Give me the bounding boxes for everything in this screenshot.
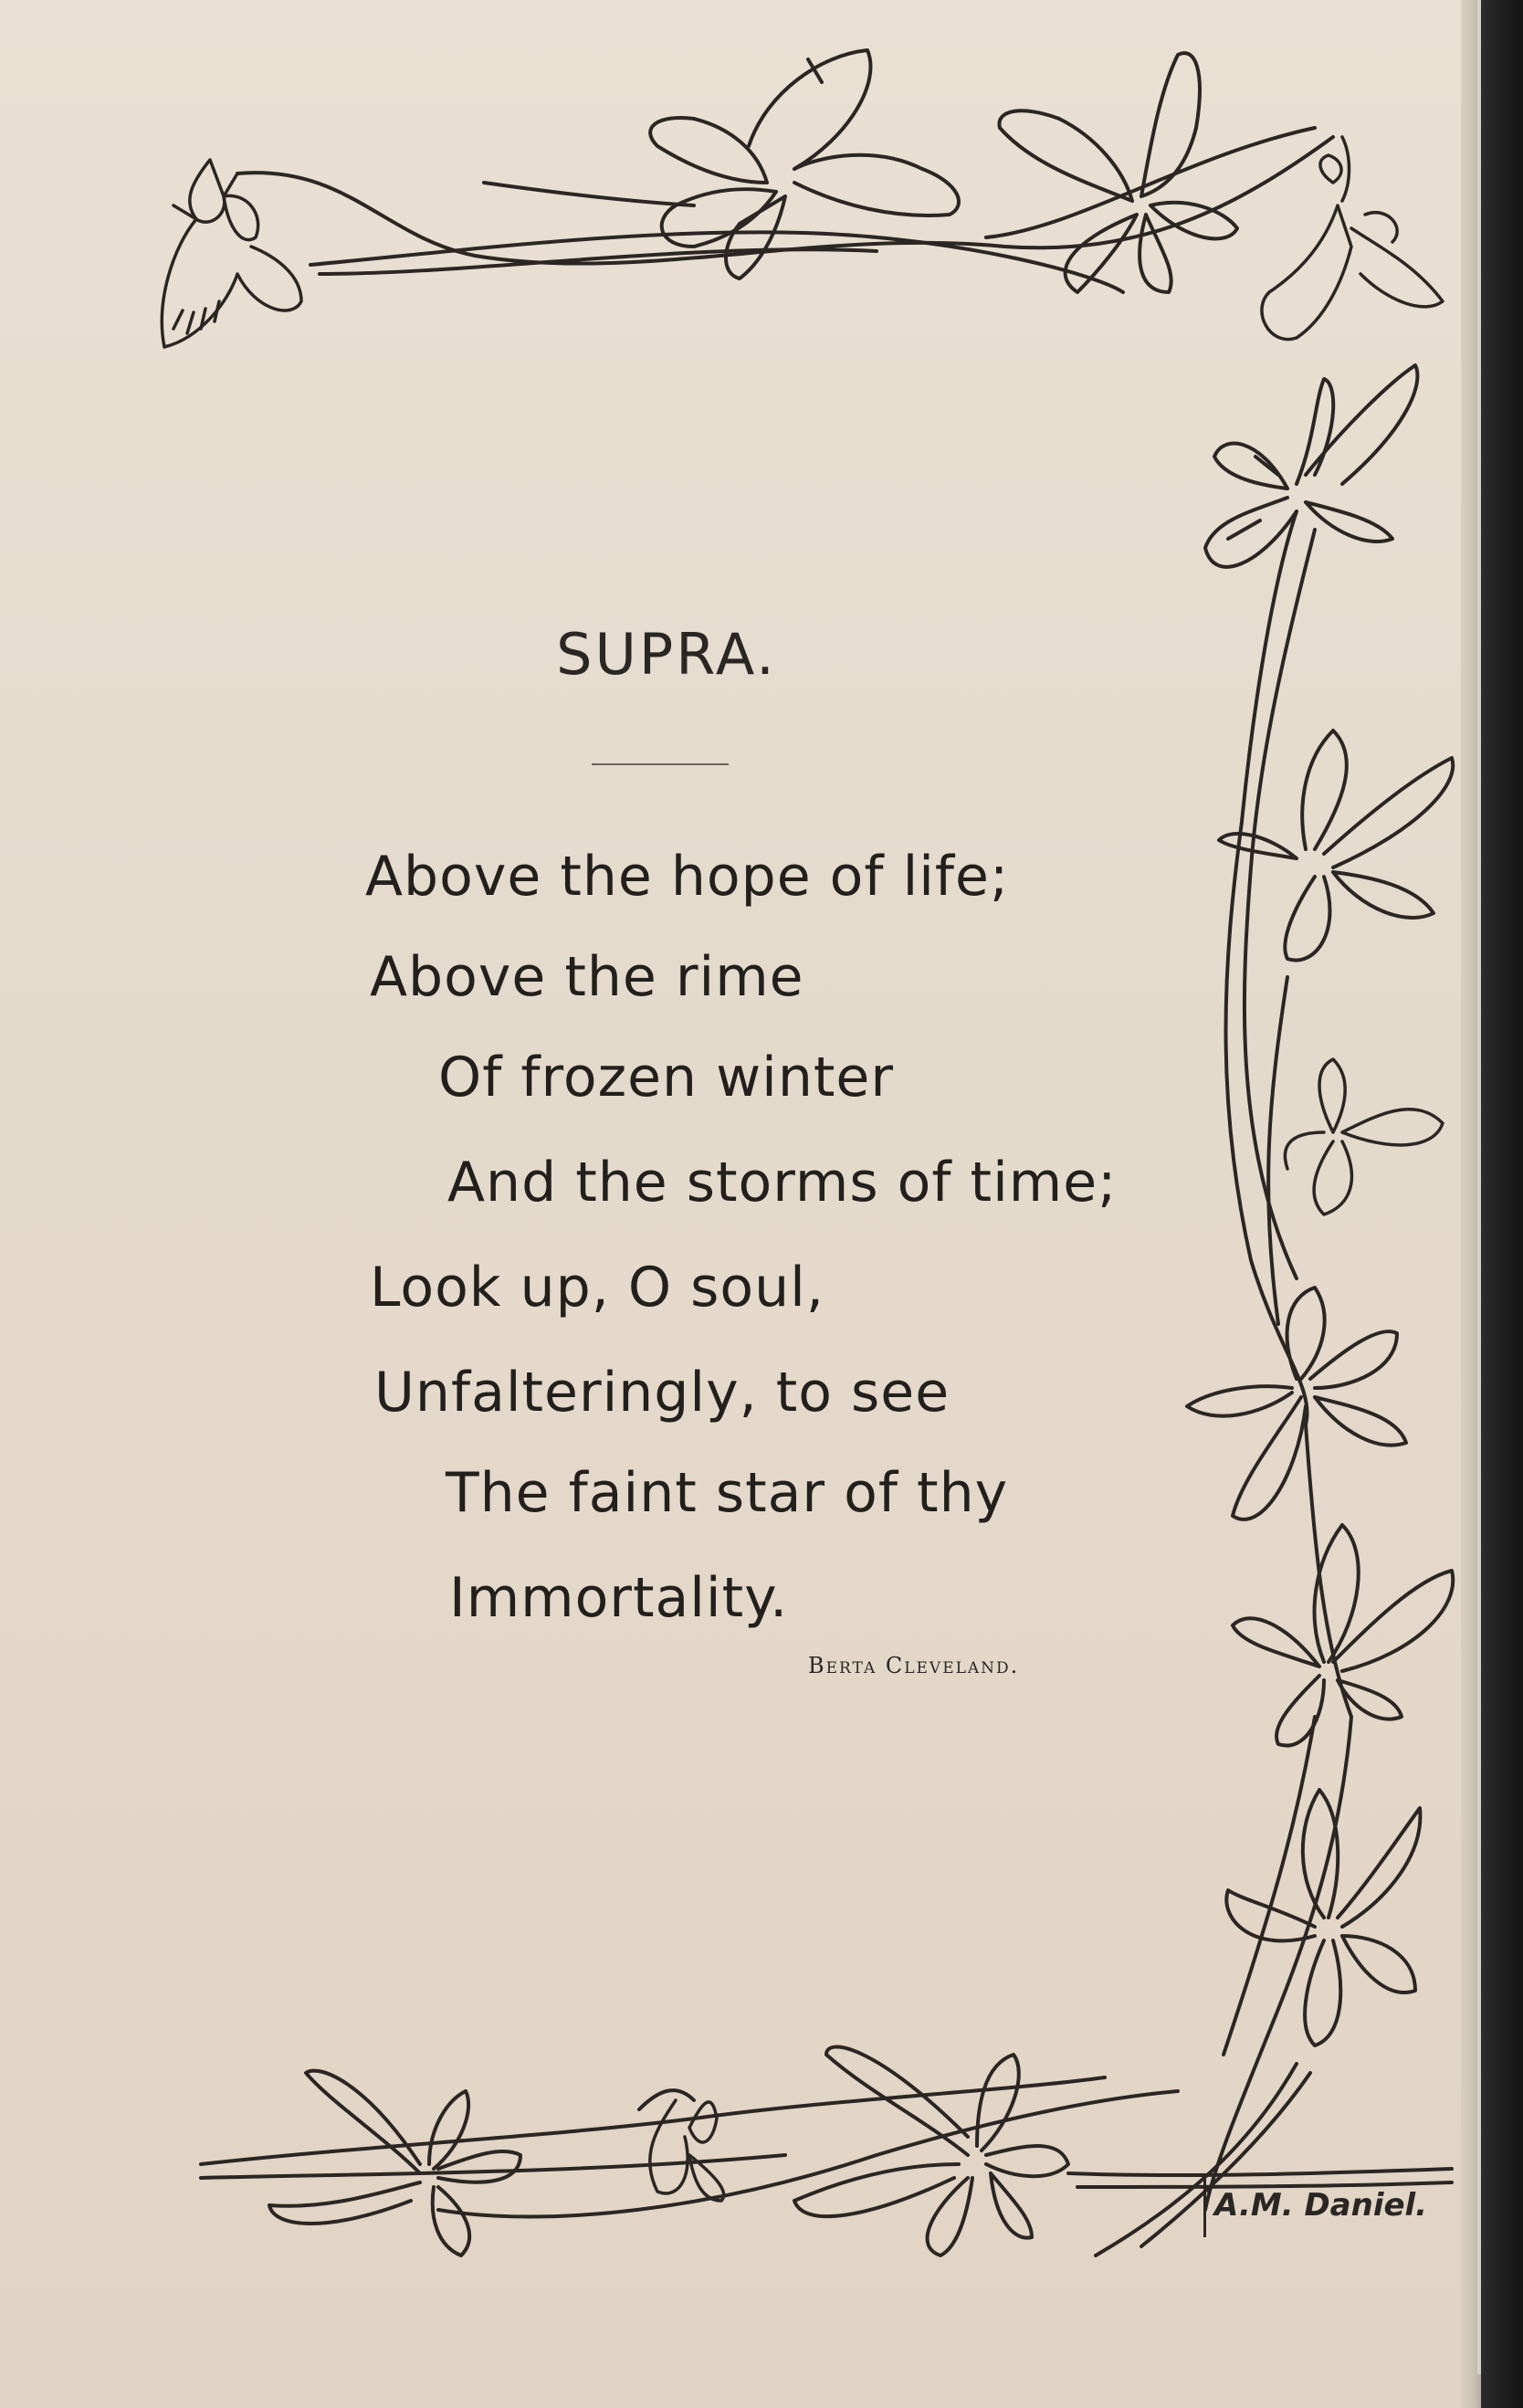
flower-bottom-center (794, 2047, 1068, 2256)
poem-line-2: Above the rime (370, 945, 804, 1009)
poem-line-4: And the storms of time; (447, 1151, 1118, 1215)
flower-right-3 (1285, 1059, 1443, 1215)
flower-bottom-left (269, 2071, 520, 2256)
poem-title: SUPRA. (556, 621, 777, 688)
right-vine-illustration (1096, 511, 1351, 2256)
flower-right-6 (1226, 1790, 1420, 2045)
flower-top-left (162, 160, 301, 347)
flower-top-right (999, 53, 1237, 292)
poem-line-8: Immortality. (449, 1566, 789, 1630)
poem-author: Berta Cleveland. (808, 1653, 1020, 1678)
poem-line-3: Of frozen winter (438, 1046, 894, 1109)
signature-mark (1203, 2173, 1206, 2237)
poem-line-5: Look up, O soul, (370, 1256, 825, 1320)
illustrator-signature: A.M. Daniel. (1214, 2187, 1428, 2224)
poem-line-1: Above the hope of life; (365, 845, 1010, 909)
poem-line-7: The faint star of thy (446, 1461, 1009, 1525)
flower-right-4 (1187, 1288, 1406, 1519)
flower-right-5 (1233, 1525, 1453, 1746)
poem-line-6: Unfalteringly, to see (374, 1361, 951, 1425)
title-divider (592, 763, 729, 765)
